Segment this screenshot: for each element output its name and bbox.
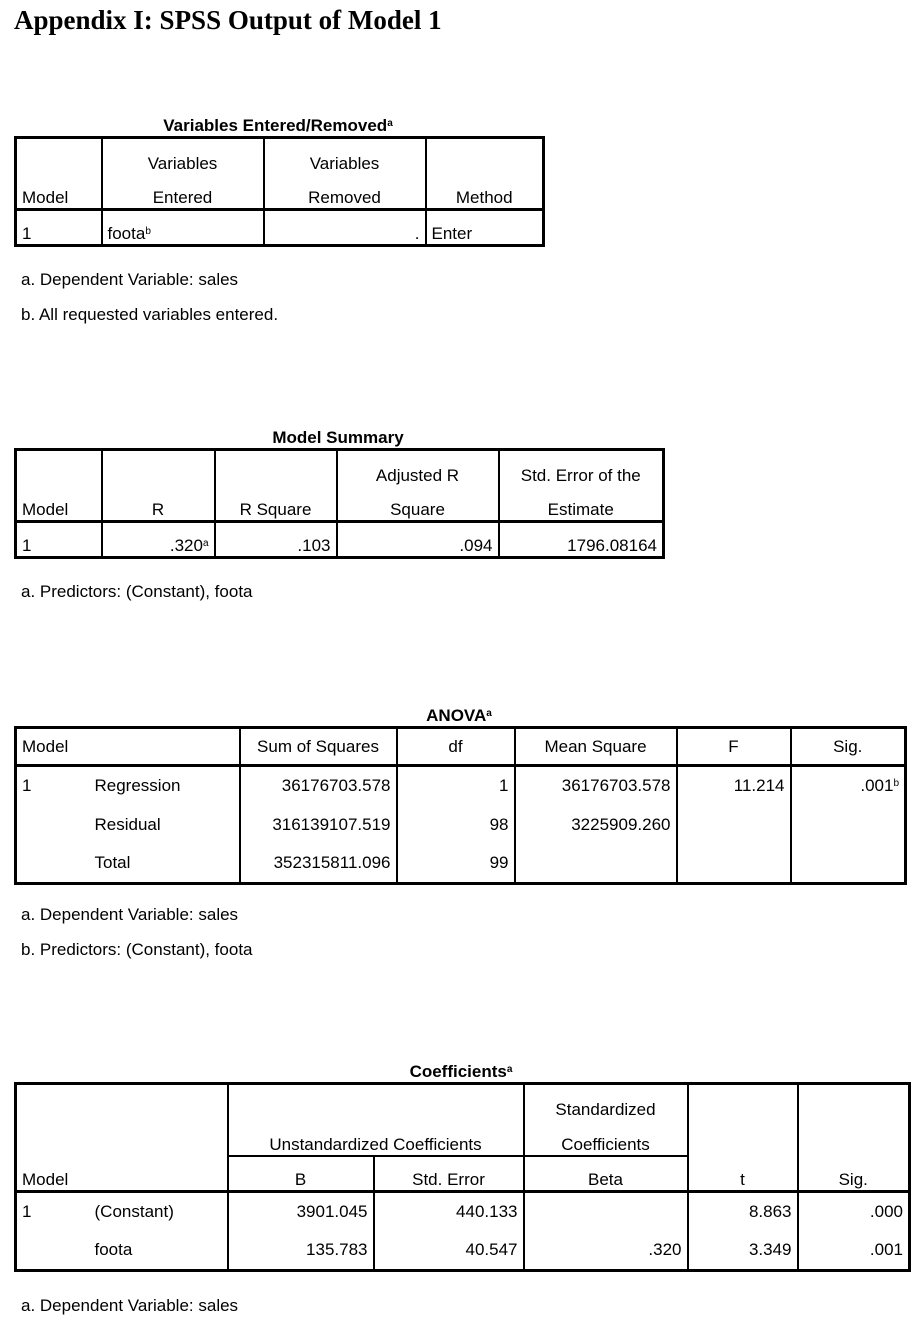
cell-sum-of-squares: 316139107.519 [240,806,397,845]
model-summary-block [14,428,662,568]
header-variables-removed-line2: Removed [264,174,426,210]
cell-mean-square: 3225909.260 [515,806,677,845]
variables-entered-removed-table [14,136,545,247]
cell-t: 3.349 [688,1232,798,1271]
model-summary-caption: Model Summary [272,428,404,447]
cell-sum-of-squares: 36176703.578 [240,766,397,806]
header-adjusted-r-line1: Adjusted R [337,450,499,486]
header-blank [16,138,102,174]
header-blank [90,728,240,766]
cell-std-error: 1796.08164 [499,522,664,558]
header-blank [90,1120,228,1156]
header-r-square: R Square [215,486,337,522]
cell-model-number [16,845,90,884]
header-beta: Beta [524,1156,688,1192]
cell-method: Enter [426,210,544,246]
cell-t: 8.863 [688,1192,798,1232]
header-variables-entered-line2: Entered [102,174,264,210]
header-df: df [397,728,515,766]
cell-mean-square [515,845,677,884]
header-b: B [228,1156,374,1192]
header-std-error: Std. Error [374,1156,524,1192]
variables-note-a: a. Dependent Variable: sales [21,270,239,289]
header-adjusted-r-line2: Square [337,486,499,522]
anova-note-a: a. Dependent Variable: sales [21,905,239,924]
header-f: F [677,728,791,766]
header-blank [688,1120,798,1156]
header-blank [215,450,337,486]
table-row-label: Total [94,853,131,873]
cell-model-number [16,1232,90,1271]
anova-table [14,726,907,885]
header-standardized-line2: Coefficients [524,1120,688,1156]
header-std-error-line2: Estimate [499,486,664,522]
header-model: Model [22,188,69,207]
header-blank [798,1120,910,1156]
anova-block [14,706,904,890]
header-unstandardized-coefficients: Unstandardized Coefficients [228,1120,524,1156]
cell-sig [791,845,906,884]
coefficients-table [14,1082,911,1272]
cell-std-error: 440.133 [374,1192,524,1232]
cell-variables-entered: foota$^b$ [102,210,264,246]
header-variables-removed-line1: Variables [264,138,426,174]
table-row-label: Regression [90,766,240,806]
header-t: t [688,1156,798,1192]
coefficients-caption: Coefficients$^a$ [409,1062,513,1081]
cell-beta: .320 [524,1232,688,1271]
cell-df: 1 [397,766,515,806]
cell-sig [791,806,906,845]
header-model: Model [22,500,69,519]
header-sig: Sig. [798,1156,910,1192]
coefficients-note-a: a. Dependent Variable: sales [21,1296,239,1315]
header-standardized-line1: Standardized [524,1084,688,1120]
header-r: R [102,486,215,522]
cell-r-square: .103 [215,522,337,558]
header-blank [688,1084,798,1120]
cell-f [677,806,791,845]
cell-model-number: 1 [16,1192,90,1232]
cell-df: 99 [397,845,515,884]
header-blank [228,1084,524,1120]
variables-entered-removed-block [14,116,542,256]
header-blank [102,450,215,486]
header-std-error-line1: Std. Error of the [499,450,664,486]
header-sum-of-squares: Sum of Squares [240,728,397,766]
header-mean-square: Mean Square [515,728,677,766]
header-blank [90,1156,228,1192]
anova-caption: ANOVA$^a$ [426,706,492,725]
cell-model: 1 [16,210,102,246]
header-blank [16,1084,90,1120]
header-blank [798,1084,910,1120]
table-row-label: (Constant) [90,1192,228,1232]
cell-model: 1 [16,522,102,558]
cell-f: 11.214 [677,766,791,806]
variables-table-caption: Variables Entered/Removed$^a$ [163,116,393,135]
cell-sig: .001$^b$ [791,766,906,806]
header-blank [426,138,544,174]
variables-note-b: b. All requested variables entered. [21,305,279,324]
header-model: Model [22,736,69,756]
anova-note-b: b. Predictors: (Constant), foota [21,940,253,959]
cell-r: .320$^a$ [102,522,215,558]
model-summary-note-a: a. Predictors: (Constant), foota [21,582,253,601]
cell-b: 135.783 [228,1232,374,1271]
cell-model-number: 1 [16,766,90,806]
model-summary-table [14,448,665,559]
cell-sum-of-squares: 352315811.096 [240,845,397,884]
page-title: Appendix I: SPSS Output of Model 1 [14,5,442,35]
cell-model-number [16,806,90,845]
header-blank [16,1120,90,1156]
cell-adjusted-r-square: .094 [337,522,499,558]
cell-df: 98 [397,806,515,845]
cell-sig: .000 [798,1192,910,1232]
header-variables-entered-line1: Variables [102,138,264,174]
cell-f [677,845,791,884]
header-blank [90,1084,228,1120]
table-row-label: Residual [94,815,161,834]
coefficients-block [14,1062,908,1284]
header-method: Method [426,174,544,210]
table-row-label: foota [94,1240,133,1260]
cell-std-error: 40.547 [374,1232,524,1271]
cell-sig: .001 [798,1232,910,1271]
cell-variables-removed: . [264,210,426,246]
header-blank [16,450,102,486]
cell-b: 3901.045 [228,1192,374,1232]
header-sig: Sig. [791,728,906,766]
cell-beta [524,1192,688,1232]
cell-mean-square: 36176703.578 [515,766,677,806]
header-model: Model [22,1170,69,1189]
